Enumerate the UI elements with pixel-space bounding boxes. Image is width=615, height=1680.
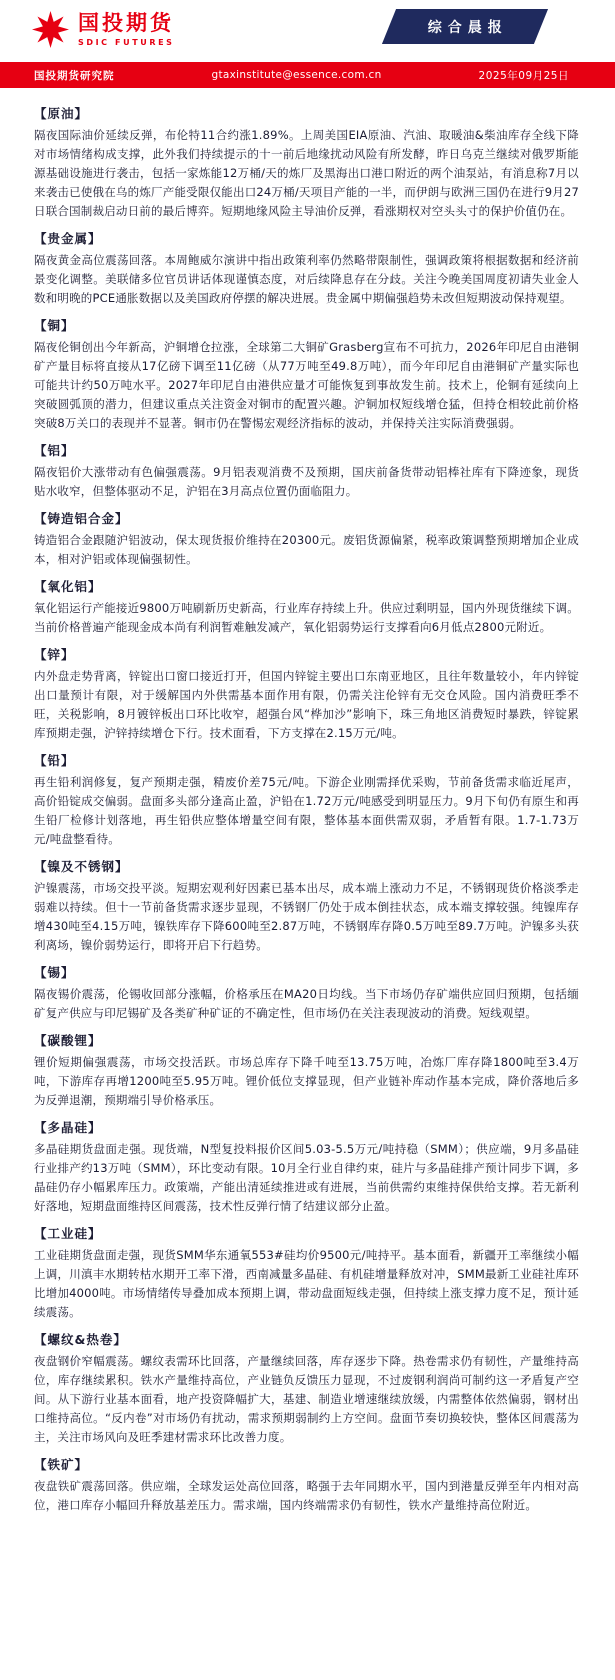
logo-en: SDIC FUTURES (78, 37, 175, 47)
report-section (34, 1456, 579, 1515)
section-body: 隔夜黄金高位震荡回落。本周鲍威尔演讲中指出政策利率仍然略带限制性，强调政策将根据数据和经济前景变化调整。美联储多位官员讲话体现谨慎态度，对后续降息存在分歧。关注今晚美国周度初请失业金人数和明晚的PCE通胀数据以及美国政府停摆的解决进展。贵金属中期偏强趋势未改但短期波动保持观望。 (34, 253, 579, 305)
report-section (34, 442, 579, 501)
section-title: 【铸造铝合金】 (34, 511, 129, 526)
report-section (34, 752, 579, 849)
institute-name: 国投期货研究院 (34, 69, 115, 82)
section-body: 多晶硅期货盘面走强。现货端，N型复投料报价区间5.03-5.5万元/吨持稳（SMM）；供应端，9月多晶硅行业排产约13万吨（SMM），环比变动有限。10月全行业自律约束，硅片与多晶硅排产预计同步下调，多晶硅仍存小幅累库压力。政策端，产能出清延续推进或有进展，当前供需约束维持保供给支撑。若无新利好落地，短期盘面维持区间震荡，技术性反弹行情了结建议部分止盈。 (34, 1142, 579, 1213)
banner-label: 综合晨报 (428, 19, 508, 36)
report-section (34, 646, 579, 743)
section-title: 【多晶硅】 (34, 1120, 102, 1135)
section-body: 再生铅利润修复，复产预期走强，精废价差75元/吨。下游企业刚需择优采购，节前备货需求临近尾声，高价铅锭成交偏弱。盘面多头部分逢高止盈，沪铅在1.72万元/吨感受到明显压力。9月下旬仍有原生和再生铅厂检修计划落地，再生铅供应整体增量空间有限，整体基本面供需双弱，矛盾暂有限。1.7-1.73万元/吨盘整看待。 (34, 775, 579, 846)
report-section (34, 858, 579, 955)
sdic-logo-icon (32, 11, 69, 48)
section-title: 【铅】 (34, 753, 75, 768)
contact-email: gtaxinstitute@essence.com.cn (211, 69, 382, 81)
section-title: 【螺纹&热卷】 (34, 1332, 127, 1347)
report-header (0, 0, 615, 62)
report-section (34, 510, 579, 569)
report-section (34, 1119, 579, 1216)
section-body: 隔夜锡价震荡，伦锡收回部分涨幅，价格承压在MA20日均线。当下市场仍存矿端供应回归预期，包括缅矿复产供应与印尼锡矿及各类矿种矿证的不确定性，但市场仍在关注表现波动的消费。短线观望。 (34, 987, 579, 1020)
report-section (34, 317, 579, 433)
section-body: 夜盘铁矿震荡回落。供应端，全球发运处高位回落，略强于去年同期水平，国内到港量反弹至年内相对高位，港口库存小幅回升释放基差压力。需求端，国内终端需求仍有韧性，铁水产量维持高位附近。 (34, 1479, 579, 1512)
section-title: 【铁矿】 (34, 1457, 89, 1472)
section-body: 工业硅期货盘面走强，现货SMM华东通氧553#硅均价9500元/吨持平。基本面看，新疆开工率继续小幅上调，川滇丰水期转枯水期开工率下滑，西南减量多晶硅、有机硅增量释放对冲，SMM最新工业硅社库环比增加4000吨。市场情绪传导叠加成本预期上调，带动盘面短线走强，但持续上涨支撑力度不足，预计延续震荡。 (34, 1248, 579, 1319)
section-title: 【碳酸锂】 (34, 1033, 102, 1048)
section-title: 【锡】 (34, 965, 75, 980)
section-body: 隔夜铝价大涨带动有色偏强震荡。9月铝表观消费不及预期，国庆前备货带动铝棒社库有下降迹象，现货贴水收窄，但整体驱动不足，沪铝在3月高点位置仍面临阻力。 (34, 465, 579, 498)
report-content (0, 88, 615, 1515)
info-bar (0, 62, 615, 88)
logo-text (78, 12, 175, 46)
report-section (34, 1032, 579, 1110)
section-title: 【铝】 (34, 443, 75, 458)
section-title: 【铜】 (34, 318, 75, 333)
logo-cn: 国投期货 (78, 11, 174, 36)
section-body: 沪镍震荡，市场交投平淡。短期宏观利好因素已基本出尽，成本端上涨动力不足，不锈钢现货价格淡季走弱难以持续。但十一节前备货需求逐步显现，不锈钢厂仍处于成本倒挂状态，成本端支撑较强。纯镍库存增430吨至4.15万吨，镍铁库存下降600吨至2.87万吨，不锈钢库存降0.5万吨至89.7万吨。沪镍多头获利离场，镍价弱势运行，即将开启下行趋势。 (34, 881, 579, 952)
report-section (34, 1225, 579, 1322)
report-section (34, 964, 579, 1023)
section-body: 内外盘走势背离，锌锭出口窗口接近打开，但国内锌锭主要出口东南亚地区，且往年数量较小，年内锌锭出口量预计有限，对于缓解国内外供需基本面作用有限，仍需关注伦锌有无交仓风险。国内消费旺季不旺，关税影响，8月镀锌板出口环比收窄，超强台风“桦加沙”影响下，珠三角地区消费短时暴跌，锌锭累库预期走强，沪锌持续增仓下行。技术面看，下方支撑在2.15万元/吨。 (34, 669, 579, 740)
report-section (34, 578, 579, 637)
section-title: 【氧化铝】 (34, 579, 102, 594)
section-title: 【锌】 (34, 647, 75, 662)
report-type-banner (382, 9, 548, 44)
logo (32, 11, 175, 48)
section-body: 隔夜伦铜创出今年新高，沪铜增仓拉涨，全球第二大铜矿Grasberg宣布不可抗力，2026年印尼自由港铜矿产量目标将直接从17亿磅下调至11亿磅（从77万吨至49.8万吨），而今年印尼自由港铜矿产量实际也可能共计约50万吨水平。2027年印尼自由港供应量才可能恢复到事故发生前。技术上，伦铜有延续向上突破圆弧顶的潜力，但建议重点关注资金对铜市的配置兴趣。沪铜加权短线增仓猛，但持仓相较此前价格突破8万关口的表现并不显著。铜市仍在警惕宏观经济指标的波动，并保持关注实际消费强弱。 (34, 340, 579, 430)
section-title: 【镍及不锈钢】 (34, 859, 129, 874)
section-title: 【工业硅】 (34, 1226, 102, 1241)
report-date: 2025年09月25日 (478, 69, 569, 82)
section-body: 铸造铝合金跟随沪铝波动，保太现货报价维持在20300元。废铝货源偏紧，税率政策调整预期增加企业成本，相对沪铝或体现偏强韧性。 (34, 533, 579, 566)
section-body: 氧化铝运行产能接近9800万吨刷新历史新高，行业库存持续上升。供应过剩明显，国内外现货继续下调。当前价格普遍产能现金成本尚有利润暂难触发减产，氧化铝弱势运行支撑看向6月低点2800元附近。 (34, 601, 579, 634)
section-body: 锂价短期偏强震荡，市场交投活跃。市场总库存下降千吨至13.75万吨，冶炼厂库存降1800吨至3.4万吨，下游库存再增1200吨至5.95万吨。锂价低位支撑显现，但产业链补库动作基本完成，降价落地后多为反弹退潮，预期端引导价格承压。 (34, 1055, 579, 1107)
report-section (34, 230, 579, 308)
section-body: 隔夜国际油价延续反弹，布伦特11合约涨1.89%。上周美国EIA原油、汽油、取暖油&柴油库存全线下降对市场情绪构成支撑，此外我们持续提示的十一前后地缘扰动风险有所发酵，昨日乌克兰继续对俄罗斯能源基础设施进行袭击，包括一家炼能12万桶/天的炼厂及黑海出口港口附近的两个油泵站，有消息称7月以来袭击已使俄在乌的炼厂产能受限仅能出口24万桶/天项目产能的一半，而伊朗与欧洲三国仍在进行9月27日联合国制裁启动日前的最后博弈。短期地缘风险主导油价反弹，看涨期权对空头头寸的保护价值仍在。 (34, 128, 579, 218)
section-title: 【原油】 (34, 106, 89, 121)
section-body: 夜盘钢价窄幅震荡。螺纹表需环比回落，产量继续回落，库存逐步下降。热卷需求仍有韧性，产量维持高位，库存继续累积。铁水产量维持高位，产业链负反馈压力显现，不过废钢利润尚可制约这一矛盾复产空间。从下游行业基本面看，地产投资降幅扩大，基建、制造业增速继续放缓，内需整体依然偏弱，钢材出口维持高位。“反内卷”对市场仍有扰动，需求预期弱制约上方空间。盘面节奏切换较快，整体区间震荡为主，关注市场风向及旺季建材需求环比改善力度。 (34, 1354, 579, 1444)
report-section (34, 105, 579, 221)
section-title: 【贵金属】 (34, 231, 102, 246)
report-section (34, 1331, 579, 1447)
